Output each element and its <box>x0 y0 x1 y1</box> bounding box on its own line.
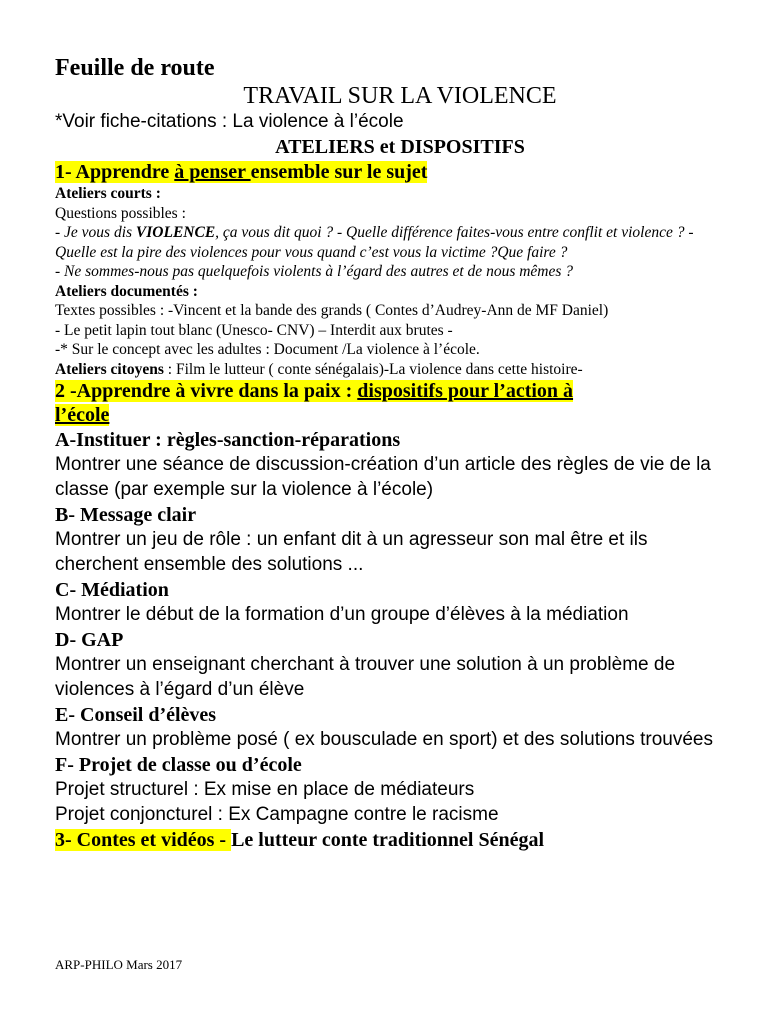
item-b-heading: B- Message clair <box>55 504 197 526</box>
footer-text: ARP-PHILO Mars 2017 <box>55 957 183 972</box>
question-2: - Ne sommes-nous pas quelquefois violents à l’égard des autres et de nous mêmes ? <box>55 263 574 280</box>
textes-possibles: Textes possibles : -Vincent et la bande des grands ( Contes d’Audrey-Ann de MF Daniel) <box>55 302 609 319</box>
ateliers-citoyens-line: Ateliers citoyens : Film le lutteur ( conte sénégalais)-La violence dans cette histoire- <box>55 360 583 378</box>
questions-label: Questions possibles : <box>55 204 186 222</box>
item-e-text: Montrer un problème posé ( ex bousculade en sport) et des solutions trouvées <box>55 729 713 750</box>
projet-structurel: Projet structurel : Ex mise en place de médiateurs <box>55 779 475 800</box>
section2-underlined-1: dispositifs pour l’action à <box>357 380 574 402</box>
question-1: - Je vous dis VIOLENCE, ça vous dit quoi ? - Quelle différence faites-vous entre conflit et violence ? - Quelle est la pire des violences pour vous quand c’est vous la victime ?Que faire ? <box>55 224 694 261</box>
section2-heading <box>55 379 725 427</box>
section1-underlined: à penser <box>174 161 251 183</box>
concept-line: -* Sur le concept avec les adultes : Document /La violence à l’école. <box>55 341 480 358</box>
section3-rest: Le lutteur conte traditionnel Sénégal <box>231 829 545 851</box>
ateliers-documentes-label: Ateliers documentés : <box>55 282 198 300</box>
projet-conjoncturel: Projet conjoncturel : Ex Campagne contre le racisme <box>55 804 499 825</box>
item-c-text: Montrer le début de la formation d’un groupe d’élèves à la médiation <box>55 604 629 625</box>
item-a-text: Montrer une séance de discussion-création d’un article des règles de vie de la classe (par exemple sur la violence à l’école) <box>55 454 711 500</box>
ateliers-dispositifs-heading: ATELIERS et DISPOSITIFS <box>275 136 525 158</box>
ateliers-courts-label: Ateliers courts : <box>55 185 161 202</box>
section2-prefix: 2 -Apprendre à vivre dans la paix : <box>55 380 358 402</box>
section3-highlighted: 3- Contes et vidéos - <box>55 829 232 851</box>
page-title: TRAVAIL SUR LA VIOLENCE <box>243 83 557 109</box>
section1-suffix: ensemble sur le sujet <box>250 161 428 183</box>
feuille-de-route-heading: Feuille de route <box>55 55 215 81</box>
section2-underlined-2: l’école <box>55 404 110 426</box>
petit-lapin-line: - Le petit lapin tout blanc (Unesco- CNV) – Interdit aux brutes - <box>55 321 453 339</box>
item-c-heading: C- Médiation <box>55 579 169 601</box>
voir-fiche-line: *Voir fiche-citations : La violence à l’école <box>55 111 404 132</box>
item-a-heading: A-Instituer : règles-sanction-réparations <box>55 429 401 451</box>
item-d-heading: D- GAP <box>55 629 124 651</box>
section1-heading <box>55 160 725 184</box>
item-d-text: Montrer un enseignant cherchant à trouver une solution à un problème de violences à l’égard d’un élève <box>55 654 676 700</box>
section3-heading <box>55 828 725 852</box>
item-b-text: Montrer un jeu de rôle : un enfant dit à un agresseur son mal être et ils cherchent ensemble des solutions ... <box>55 529 648 575</box>
section1-prefix: 1- Apprendre <box>55 161 175 183</box>
item-f-heading: F- Projet de classe ou d’école <box>55 754 302 776</box>
document-page <box>55 54 725 852</box>
item-e-heading: E- Conseil d’élèves <box>55 704 217 726</box>
